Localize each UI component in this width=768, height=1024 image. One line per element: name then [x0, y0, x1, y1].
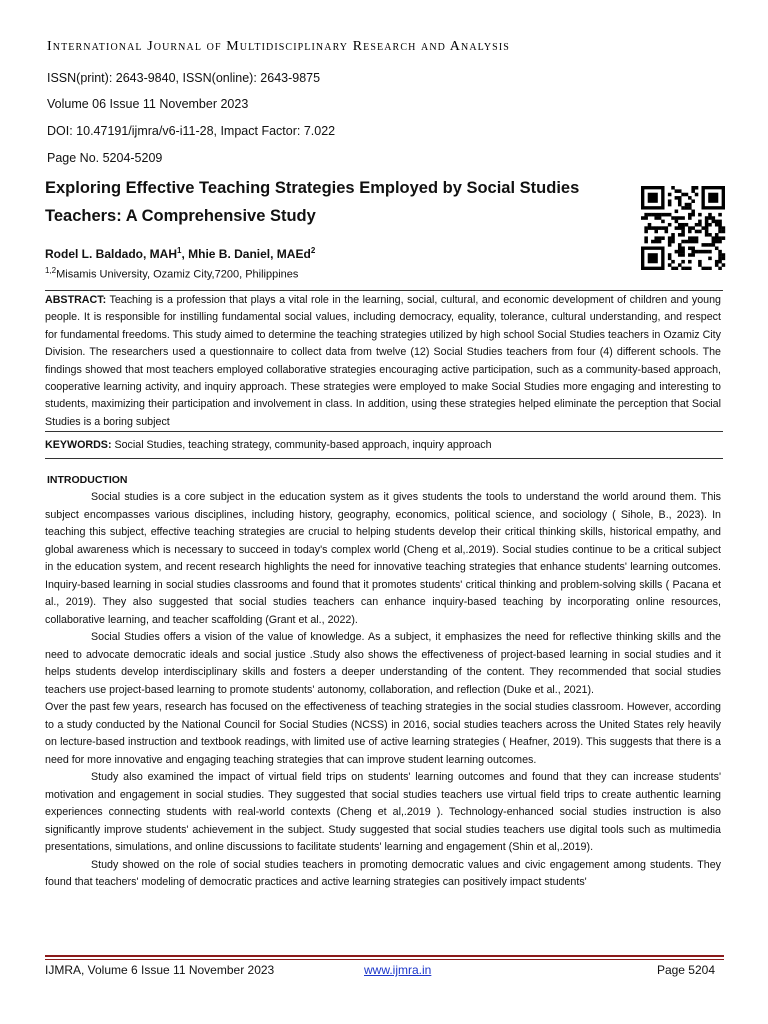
volume-line: Volume 06 Issue 11 November 2023: [47, 97, 249, 111]
footer-rule: [45, 955, 724, 960]
abstract: [45, 292, 721, 431]
qr-code-icon: [638, 186, 728, 270]
author-2-sup: 2: [310, 246, 316, 255]
authors: [45, 246, 315, 261]
affiliation: [45, 266, 298, 281]
abstract-top-rule: [45, 290, 723, 291]
author-separator: ,: [181, 247, 189, 261]
affiliation-sup: 1,2: [45, 266, 57, 275]
journal-name: International Journal of Multidisciplinary Research and Analysis: [47, 39, 510, 54]
section-heading-introduction: INTRODUCTION: [47, 474, 128, 486]
abstract-label: ABSTRACT:: [45, 294, 107, 306]
footer-page-number: Page 5204: [656, 963, 715, 977]
article-body: [45, 472, 721, 892]
footer-website-link[interactable]: www.ijmra.in: [364, 963, 432, 977]
issn-line: ISSN(print): 2643-9840, ISSN(online): 2643-9875: [47, 71, 321, 85]
abstract-bottom-rule: [45, 431, 723, 432]
doi-line: DOI: 10.47191/ijmra/v6-i11-28, Impact Factor: 7.022: [47, 124, 336, 138]
body-paragraph-4: Study also examined the impact of virtual field trips on students' learning outcomes and found that they can increase students' motivation and engagement in social studies. They suggested that social studies teachers use virtual field trips to create authentic learning experiences connecting students with real-world contexts (Cheng et al,.2019 ). Technology-enhanced social studies instruction is also significantly improve students' achievement in the subject. Study suggested that social studies teachers use digital tools such as multimedia presentations, simulations, and online discussions to facilitate students' learning and engagement (Shin et al,.2019).: [45, 771, 721, 853]
body-paragraph-1: Social studies is a core subject in the education system as it gives students the tools to understand the world around them. This subject encompasses various disciplines, including history, geography, economics, political science, and sociology ( Sihole, B., 2023). In teaching this subject, effective teaching strategies are crucial to helping students develop their critical thinking skills, historical empathy, and global awareness which is necessary to succeed in today's complex world (Cheng et al,.2019). Social studies continue to be a critical subject in the education system, and recent research highlights the need for innovative teaching strategies that enhance students' learning outcomes. Inquiry-based learning in social studies classrooms and found that it promotes students' critical thinking and problem-solving skills ( Pacana et al., 2019). They also suggested that social studies teachers can enhance inquiry-based teaching by incorporating online resources, collaborative learning, and teacher scaffolding (Grant et al., 2022).: [45, 491, 721, 626]
keywords-text: Social Studies, teaching strategy, community-based approach, inquiry approach: [111, 439, 492, 451]
footer-journal-info: IJMRA, Volume 6 Issue 11 November 2023: [45, 963, 275, 977]
body-paragraph-2: Social Studies offers a vision of the value of knowledge. As a subject, it emphasizes the need for reflective thinking skills and the need to advocate democratic ideals and social justice .Study also shows the effectiveness of project-based learning in social studies and it helps students develop interdisciplinary skills and fosters a deeper understanding of the content. They recommended that social studies teachers use project-based learning to promote students' autonomy, collaboration, and reflection (Duke et al., 2021).: [45, 631, 721, 696]
journal-header: [47, 38, 727, 165]
article-title: Exploring Effective Teaching Strategies Employed by Social Studies Teachers: A Comprehensive Study: [45, 179, 580, 225]
footer-rule-thin: [45, 959, 724, 960]
author-1-sup: 1: [177, 246, 182, 255]
body-paragraph-5: Study showed on the role of social studies teachers in promoting democratic values and civic engagement among students. They found that teachers' modeling of democratic practices and active learning strategies can positively impact students': [45, 858, 721, 888]
body-paragraph-3: Over the past few years, research has focused on the effectiveness of teaching strategies in the social studies classroom. However, according to a study conducted by the National Council for Social Studies (NCSS) in 2016, social studies teachers across the United States rely heavily on lecture-based instruction and textbook readings, with limited use of active learning strategies ( Heafner, 2019). This suggests that there is a need for more innovative and engaging teaching strategies that can improve student learning outcomes.: [45, 701, 721, 766]
abstract-text: Teaching is a profession that plays a vital role in the learning, social, cultural, and economic development of children and young people. It is responsible for instilling fundamental social values, including democracy, equality, tolerance, cultural understanding, and respect for fundamental freedoms. This study aimed to determine the teaching strategies utilized by high school Social Studies teachers in Ozamiz City Division. The researchers used a questionnaire to collect data from twelve (12) Social Studies teachers from four (4) different schools. The findings showed that most teachers employed collaborative strategies encouraging active participation, such as a community-based approach, cooperative learning activity, and inquiry approach. These strategies were employed to make Social Studies more engaging and interesting to students, maximizing their participation and involvement in class. In addition, using these strategies helped eliminate the perception that Social Studies is a boring subject: [45, 294, 721, 428]
keywords: [45, 437, 721, 454]
author-2: Mhie B. Daniel, MAEd: [188, 247, 311, 261]
page-number-line: Page No. 5204-5209: [47, 151, 163, 165]
author-1: Rodel L. Baldado, MAH: [45, 247, 177, 261]
footer-rule-thick: [45, 955, 724, 957]
keywords-label: KEYWORDS:: [45, 439, 112, 451]
affiliation-text: Misamis University, Ozamiz City,7200, Philippines: [56, 268, 299, 281]
keywords-bottom-rule: [45, 458, 723, 459]
